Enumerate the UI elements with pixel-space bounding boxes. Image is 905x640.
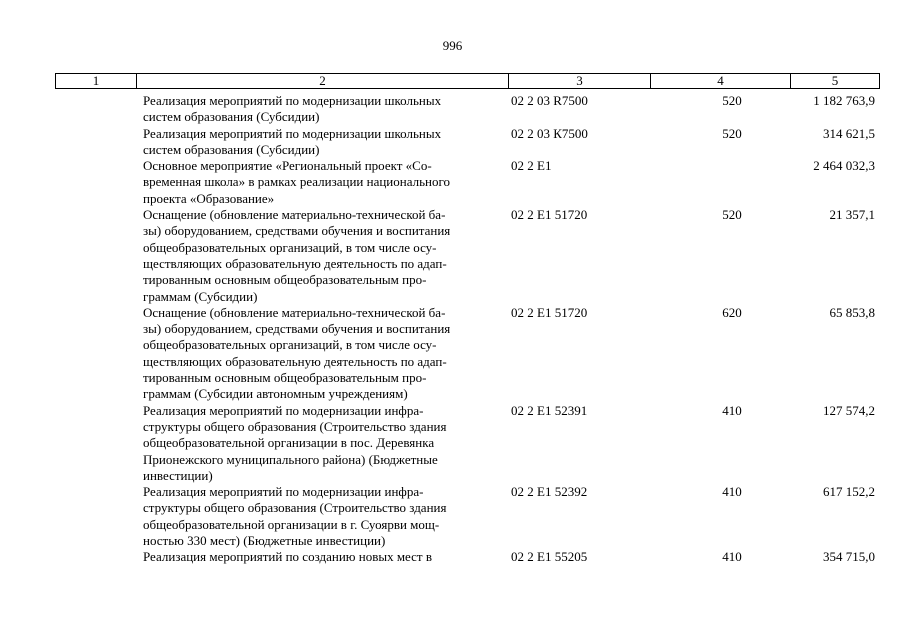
row-type: 520 — [722, 93, 742, 108]
row-amount: 1 182 763,9 — [813, 93, 875, 108]
row-type: 410 — [722, 549, 742, 565]
column-header-4: 4 — [651, 74, 791, 88]
row-name: Реализация мероприятий по модернизации инфра- структуры общего образования (Строительство здания общеобразовательной организации в г. Суоярви мощ- ностью 330 мест) (Бюджетные инвестиции) — [143, 484, 447, 549]
row-column-1 — [55, 305, 136, 403]
row-code: 02 2 Е1 55205 — [511, 549, 588, 565]
row-code: 02 2 03 К7500 — [511, 125, 588, 141]
row-column-1 — [55, 484, 136, 549]
row-column-1 — [55, 403, 136, 484]
row-code: 02 2 Е1 52391 — [511, 402, 588, 418]
row-column-1 — [55, 207, 136, 305]
row-type: 520 — [722, 207, 742, 223]
row-code: 02 2 Е1 52392 — [511, 484, 588, 500]
column-header-2: 2 — [137, 74, 509, 88]
row-name: Оснащение (обновление материально-технической ба- зы) оборудованием, средствами обучения и воспитания общеобразовательных организаций, в том числе осу- ществляющих образовательную деятельность по адап- тированным основным общеобразовательным про- граммам (Субсидии) — [143, 207, 451, 304]
row-type: 620 — [722, 304, 742, 320]
table-row — [55, 484, 880, 549]
row-column-1 — [55, 93, 136, 126]
table-row — [55, 93, 880, 126]
table-row — [55, 549, 880, 565]
column-header-1: 1 — [56, 74, 137, 88]
row-code: 02 2 Е1 — [511, 158, 552, 174]
row-name: Реализация мероприятий по модернизации инфра- структуры общего образования (Строительство здания общеобразовательной организации в пос. Деревянка Прионежского муниципального района) (Бюджетные инвестиции) — [143, 402, 447, 483]
table-row — [55, 158, 880, 207]
row-column-1 — [55, 158, 136, 207]
row-name: Реализация мероприятий по созданию новых мест в — [143, 549, 432, 565]
table-row — [55, 305, 880, 403]
row-name: Основное мероприятие «Региональный проект «Со- временная школа» в рамках реализации национального проекта «Образование» — [143, 158, 450, 206]
row-type: 410 — [722, 484, 742, 500]
row-amount: 314 621,5 — [823, 125, 875, 141]
table-row — [55, 207, 880, 305]
row-amount: 354 715,0 — [823, 549, 875, 565]
row-name: Реализация мероприятий по модернизации школьных систем образования (Субсидии) — [143, 93, 442, 125]
row-type: 410 — [722, 402, 742, 418]
row-type — [650, 158, 790, 207]
row-amount: 2 464 032,3 — [813, 158, 875, 174]
table-header — [55, 73, 880, 89]
table-body — [55, 93, 880, 566]
row-code: 02 2 03 R7500 — [511, 93, 588, 108]
row-code: 02 2 Е1 51720 — [511, 207, 588, 223]
column-header-5: 5 — [831, 73, 839, 88]
row-name: Оснащение (обновление материально-технической ба- зы) оборудованием, средствами обучения и воспитания общеобразовательных организаций, в том числе осу- ществляющих образовательную деятельность по адап- тированным основным общеобразовательным про- граммам (Субсидии автономным учреждениям) — [143, 304, 451, 402]
row-column-1 — [55, 126, 136, 159]
row-amount: 617 152,2 — [823, 484, 875, 500]
row-type: 520 — [722, 125, 742, 141]
row-amount: 127 574,2 — [823, 402, 875, 418]
row-amount: 65 853,8 — [829, 304, 875, 320]
table-row — [55, 403, 880, 484]
row-name: Реализация мероприятий по модернизации школьных систем образования (Субсидии) — [143, 125, 442, 157]
row-amount: 21 357,1 — [829, 207, 875, 223]
page-number: 996 — [442, 38, 463, 53]
column-header-3: 3 — [509, 74, 651, 88]
row-column-1 — [55, 549, 136, 565]
table-row — [55, 126, 880, 159]
row-code: 02 2 Е1 51720 — [511, 304, 588, 320]
